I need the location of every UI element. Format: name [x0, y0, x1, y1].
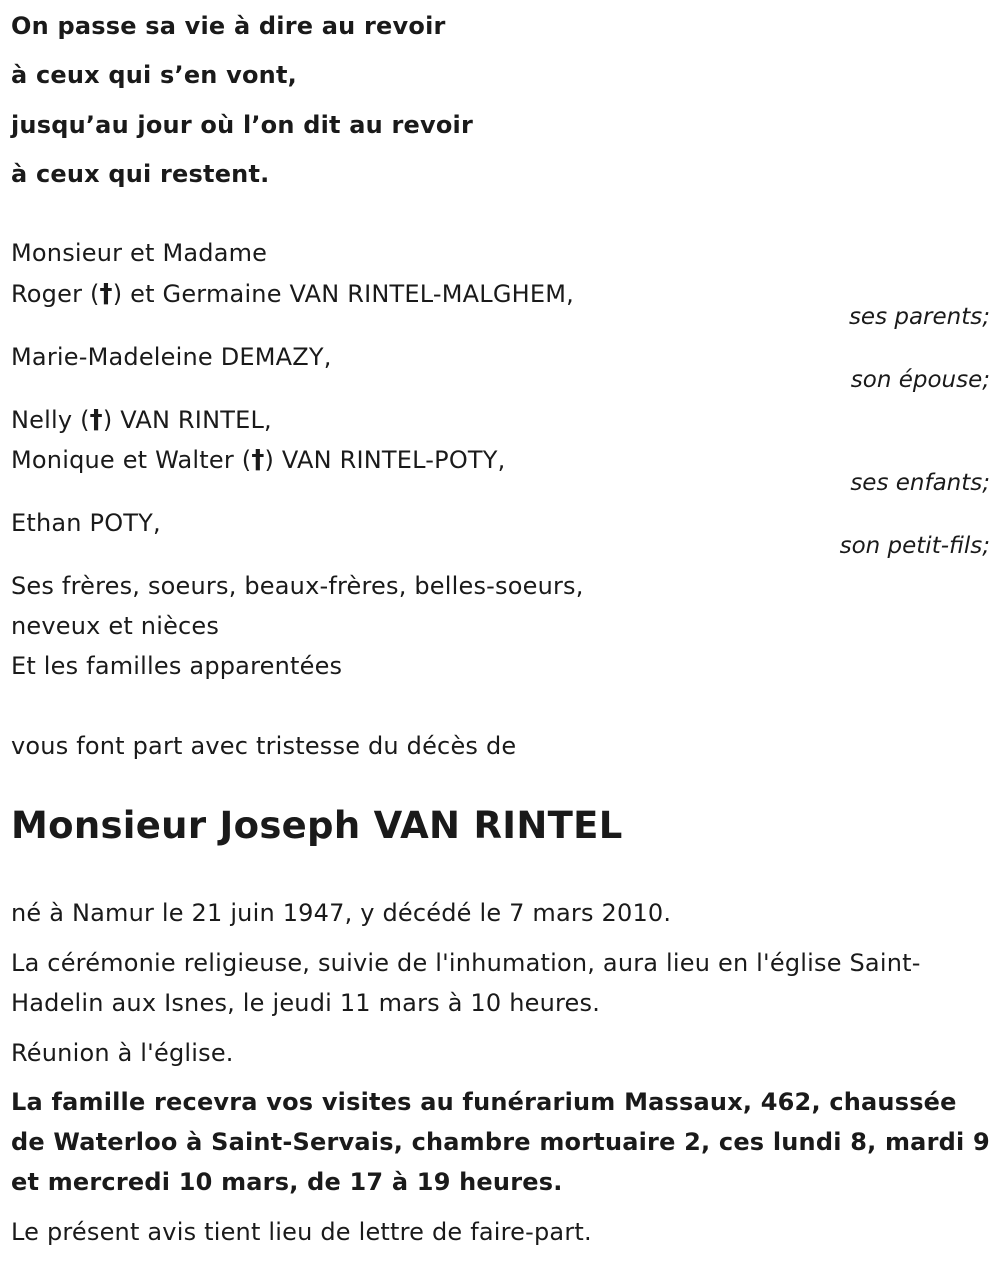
poem-line-2: à ceux qui s’en vont,	[11, 61, 297, 89]
announcement: vous font part avec tristesse du décès de	[11, 732, 517, 760]
parents-line-1: Monsieur et Madame	[11, 239, 268, 267]
parents-line-2-start: Roger (	[11, 280, 100, 308]
child-1-start: Nelly (	[11, 406, 90, 434]
spouse-role: son épouse;	[850, 367, 990, 393]
ceremony-line-1: La cérémonie religieuse, suivie de l'inhumation, aura lieu en l'église Saint-	[11, 949, 921, 977]
grandson-name: Ethan POTY,	[11, 509, 161, 537]
cross-icon: †	[251, 445, 265, 475]
parents-line-2	[11, 278, 574, 310]
siblings-line-1: Ses frères, soeurs, beaux-frères, belles-soeurs,	[11, 572, 584, 600]
visits-line-2: de Waterloo à Saint-Servais, chambre mortuaire 2, ces lundi 8, mardi 9	[11, 1128, 990, 1156]
child-2-start: Monique et Walter (	[11, 446, 252, 474]
spouse-name: Marie-Madeleine DEMAZY,	[11, 343, 332, 371]
poem-line-3: jusqu’au jour où l’on dit au revoir	[11, 111, 473, 139]
children-role: ses enfants;	[850, 470, 990, 496]
poem-line-1: On passe sa vie à dire au revoir	[11, 12, 446, 40]
ceremony-line-2: Hadelin aux Isnes, le jeudi 11 mars à 10 heures.	[11, 989, 601, 1017]
birth-death-info: né à Namur le 21 juin 1947, y décédé le 7 mars 2010.	[11, 899, 672, 927]
parents-line-2-end: ) et Germaine VAN RINTEL-MALGHEM,	[112, 280, 574, 308]
siblings-line-3: Et les familles apparentées	[11, 652, 343, 680]
child-1-end: ) VAN RINTEL,	[102, 406, 272, 434]
deceased-name: Monsieur Joseph VAN RINTEL	[11, 804, 623, 847]
visits-line-1: La famille recevra vos visites au funérarium Massaux, 462, chaussée	[11, 1088, 957, 1116]
meeting-info: Réunion à l'église.	[11, 1039, 234, 1067]
visits-line-3: et mercredi 10 mars, de 17 à 19 heures.	[11, 1168, 563, 1196]
parents-role: ses parents;	[848, 304, 990, 330]
siblings-line-2: neveux et nièces	[11, 612, 220, 640]
child-1	[11, 404, 272, 436]
closing-note: Le présent avis tient lieu de lettre de faire-part.	[11, 1218, 592, 1246]
grandson-role: son petit-fils;	[839, 533, 990, 559]
cross-icon: †	[99, 279, 113, 309]
child-2	[11, 444, 505, 476]
poem-line-4: à ceux qui restent.	[11, 160, 270, 188]
cross-icon: †	[89, 405, 103, 435]
child-2-end: ) VAN RINTEL-POTY,	[264, 446, 506, 474]
